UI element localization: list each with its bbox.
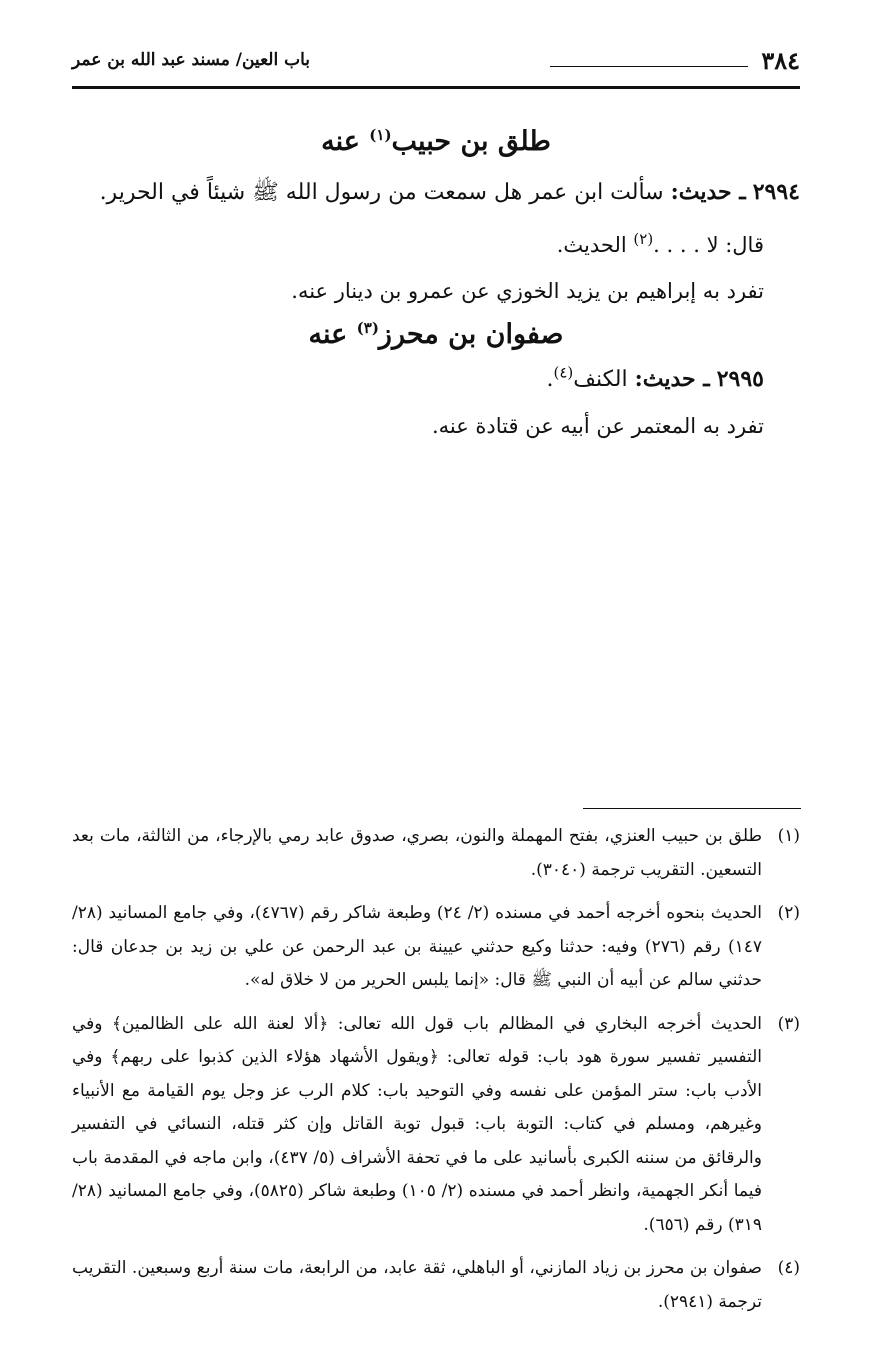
footnote-marker[interactable]: (٢) — [633, 230, 654, 248]
footnote-marker[interactable]: (٣) — [356, 319, 379, 337]
heading-suffix: عنه — [308, 319, 348, 350]
hadith-text-after: . — [546, 367, 554, 392]
footnote — [72, 1008, 800, 1243]
hadith-line — [72, 406, 800, 446]
hadith-text: سألت ابن عمر هل سمعت من رسول الله ﷺ شيئاً في الحرير. — [99, 180, 664, 205]
footnote — [72, 1252, 800, 1319]
line-text: تفرد به المعتمر عن أبيه عن قتادة عنه. — [431, 414, 764, 438]
line-text: قال: لا . . . . — [653, 233, 764, 257]
hadith-entry — [72, 359, 800, 400]
running-title: باب العين/ مسند عبد الله بن عمر — [72, 50, 310, 70]
header-rule — [550, 66, 748, 67]
footnote-number: (٤) — [777, 1258, 800, 1278]
heading-name: صفوان بن محرز — [378, 319, 564, 350]
hadith-number: ٢٩٩٥ — [716, 366, 764, 392]
page-number: ٣٨٤ — [761, 46, 800, 75]
footnote-marker[interactable]: (١) — [369, 126, 392, 144]
hadith-line — [72, 225, 800, 265]
footnote-number: (٣) — [777, 1013, 800, 1034]
footnotes — [72, 820, 800, 1329]
hadith-label: ـ حديث: — [670, 179, 746, 205]
footnote-text: الحديث بنحوه أخرجه أحمد في مسنده (٢/ ٢٤) وطبعة شاكر رقم (٤٧٦٧)، وفي جامع المسانيد (٢٨/ ١٤٧) رقم (٢٧٦) وفيه: حدثنا وكيع حدثني عيينة بن عبد الرحمن عن علي بن زيد بن جدعان قال: حدثني سالم عن أبيه أن النبي ﷺ قال: «إنما يلبس الحرير من لا خلاق له». — [72, 903, 762, 990]
footnote — [72, 820, 800, 887]
footnote-number: (١) — [777, 826, 800, 846]
footnote-text: صفوان بن محرز بن زياد المازني، أو الباهلي، ثقة عابد، من الرابعة، مات سنة أربع وسبعين. التقريب ترجمة (٢٩٤١). — [72, 1258, 762, 1312]
section-heading — [72, 122, 800, 162]
footnote-separator — [583, 808, 801, 809]
hadith-entry — [72, 172, 800, 213]
main-text — [72, 120, 800, 446]
hadith-number: ٢٩٩٤ — [752, 179, 800, 205]
hadith-label: ـ حديث: — [634, 366, 710, 392]
hadith-line — [72, 271, 800, 311]
line-text-after: الحديث. — [556, 233, 627, 257]
footnote-text: الحديث أخرجه البخاري في المظالم باب قول الله تعالى: ﴿ألا لعنة الله على الظالمين﴾ وفي التفسير تفسير سورة هود باب: قوله تعالى: ﴿ويقول الأشهاد هؤلاء الذين كذبوا على ربهم﴾ وفي الأدب باب: ستر المؤمن على نفسه وفي التوحيد باب: كلام الرب عز وجل يوم القيامة مع الأنبياء وغيرهم، ومسلم في كتاب: التوبة باب: قبول توبة القاتل وإن كثر قتله، النسائي في التفسير والرقائق من سننه الكبرى بأسانيد على ما في تحفة الأشراف (٥/ ٤٣٧)، وابن ماجه في المقدمة باب فيما أنكر الجهمية، وانظر أحمد في مسنده (٢/ ١٠٥) وطبعة شاكر (٥٨٢٥)، وفي جامع المسانيد (٢٨/ ٣١٩) رقم (٦٥٦). — [72, 1013, 763, 1235]
heading-suffix: عنه — [321, 126, 360, 157]
footnote-number: (٢) — [777, 903, 800, 923]
footnote-text: طلق بن حبيب العنزي، بفتح المهملة والنون، بصري، صدوق عابد رمي بالإرجاء، من الثالثة، مات بعد التسعين. التقريب ترجمة (٣٠٤٠). — [72, 826, 762, 880]
footnote — [72, 897, 800, 998]
section-heading — [72, 315, 800, 355]
footnote-marker[interactable]: (٤) — [553, 363, 574, 382]
page-header — [72, 46, 800, 89]
hadith-text: الكنف — [573, 367, 628, 392]
line-text: تفرد به إبراهيم بن يزيد الخوزي عن عمرو بن دينار عنه. — [291, 279, 764, 303]
heading-name: طلق بن حبيب — [391, 126, 551, 157]
